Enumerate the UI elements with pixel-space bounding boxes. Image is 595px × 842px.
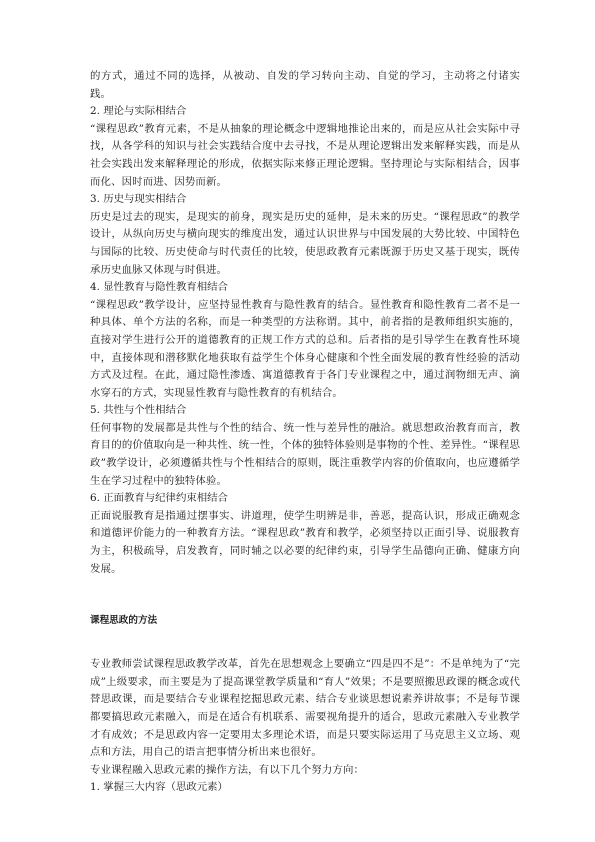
principle-heading-2: 2. 理论与实际相结合 <box>90 105 187 118</box>
principle-heading-3: 3. 历史与现实相结合 <box>90 193 187 206</box>
principle-heading-6: 6. 正面教育与纪律约束相结合 <box>90 492 228 505</box>
section-title: 课程思政的方法 <box>90 615 158 627</box>
document-page <box>90 68 520 797</box>
principle-body-6: 正面说服教育是指通过摆事实、讲道理，使学生明辨是非，善恶，提高认识，形成正确观念和道德评价能力的一种教育方法。“课程思政”教育和教学，必须坚持以正面引导、说服教育为主，积极疏导，启发教育，同时辅之以必要的纪律约束，引导学生品德向正确、健康方向发展。 <box>90 509 520 575</box>
principle-heading-4: 4. 显性教育与隐性教育相结合 <box>90 281 228 294</box>
methods-paragraph: 专业教师尝试课程思政教学改革，首先在思想观念上要确立“四是四不是”：不是单纯为了“完成”上级要求，而主要是为了提高课堂教学质量和“育人”效果；不是要照搬思政课的概念或代替思政课，而是要结合专业课程挖掘思政元素、结合专业谈思想说素养讲故事；不是每节课都要搞思政元素融入，而是在适合有机联系、需要视角提升的适合，思政元素融入专业教学才有成效；不是思政内容一定要用太多理论术语，而是只要实际运用了马克思主义立场、观点和方法，用自己的语言把事情分析出来也很好。 <box>90 658 520 759</box>
principle-body-5: 任何事物的发展都是共性与个性的结合、统一性与差异性的融洽。就思想政治教育而言，教育目的的价值取向是一种共性、统一性，个体的独特体验则是事物的个性、差异性。“课程思政”教学设计，必须遵循共性与个性相结合的原则，既注重教学内容的价值取向，也应遵循学生在学习过程中的独特体验。 <box>90 421 520 487</box>
principle-heading-5: 5. 共性与个性相结合 <box>90 404 187 417</box>
spacer <box>90 628 520 656</box>
principle-body-2: “课程思政”教育元素，不是从抽象的理论概念中逻辑地推论出来的，而是应从社会实际中寻找，从各学科的知识与社会实践结合度中去寻找，不是从理论逻辑出发来解释实践，而是从社会实践出发来解释理论的形成，依据实际来修正理论逻辑。坚持理论与实际相结合，因事而化、因时而进、因势而新。 <box>90 122 520 188</box>
methods-intro: 专业课程融入思政元素的操作方法，有以下几个努力方向： <box>90 763 365 776</box>
spacer <box>90 578 520 614</box>
methods-list-item-1: 1. 掌握三大内容（思政元素） <box>90 781 228 794</box>
principle-body-4: “课程思政”教学设计，应坚持显性教育与隐性教育的结合。显性教育和隐性教育二者不是一种具体、单个方法的名称，而是一种类型的方法称谓。其中，前者指的是教师组织实施的，直接对学生进行公开的道德教育的正规工作方式的总和。后者指的是引导学生在教育性环境中，直接体现和潜移默化地获取有益学生个体身心健康和个性全面发展的教育性经验的活动方式及过程。在此，通过隐性渗透、寓道德教育于各门专业课程之中，通过润物细无声、滴水穿石的方式，实现显性教育与隐性教育的有机结合。 <box>90 298 520 399</box>
principle-body-3: 历史是过去的现实，是现实的前身，现实是历史的延伸，是未来的历史。“课程思政”的教学设计，从纵向历史与横向现实的维度出发，通过认识世界与中国发展的大势比较、中国特色与国际的比较、历史使命与时代责任的比较，使思政教育元素既源于历史又基于现实，既传承历史血脉又体现与时俱进。 <box>90 210 520 276</box>
continuation-paragraph: 的方式，通过不同的选择，从被动、自发的学习转向主动、自觉的学习，主动将之付诸实践。 <box>90 70 520 100</box>
